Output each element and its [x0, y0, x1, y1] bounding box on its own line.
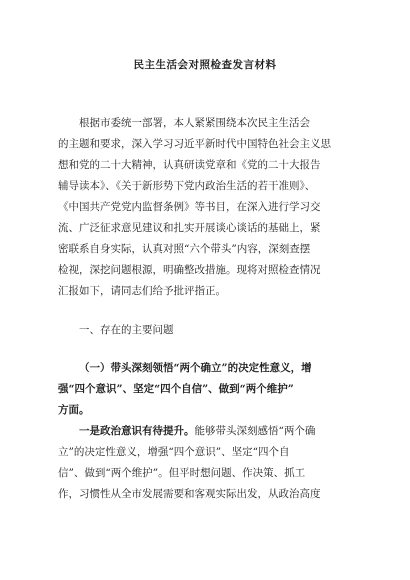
section-heading: 一、存在的主要问题 — [79, 324, 174, 336]
text-line: 想和党的二十大精神，认真研读党章和《党的二十大报告 — [58, 159, 321, 171]
point-paragraph — [58, 421, 358, 505]
text-line: 信”、做到“两个维护”。但平时想问题、作决策、抓工 — [58, 467, 306, 479]
text-line: 立”的决定性意义，增强“四个意识”、坚定“四个自 — [58, 446, 290, 458]
intro-paragraph — [58, 113, 358, 302]
text-line: 根据市委统一部署，本人紧紧围绕本次民主生活会 — [79, 117, 310, 129]
text-line: 密联系自身实际，认真对照“六个带头”内容，深刻查摆 — [58, 243, 311, 255]
text-line: 流、广泛征求意见建议和扎实开展谈心谈话的基础上，紧 — [58, 222, 321, 234]
text-line: 方面。 — [58, 404, 90, 416]
text-line: 汇报如下，请同志们给予批评指正。 — [58, 285, 226, 297]
text-line: 《中国共产党党内监督条例》等书目，在深入进行学习交 — [58, 201, 321, 213]
text-line: 强“四个意识”、坚定“四个自信”、做到“两个维护” — [58, 383, 294, 395]
text-line: （一）带头深刻领悟“两个确立”的决定性意义，增 — [79, 362, 312, 374]
text-line: 的主题和要求，深入学习习近平新时代中国特色社会主义思 — [58, 138, 331, 150]
text-line: 检视，深挖问题根源，明确整改措施。现将对照检查情况 — [58, 264, 321, 276]
point-lead: 一是政治意识有待提升。 — [79, 425, 195, 437]
subsection-heading — [58, 358, 358, 421]
text-line — [58, 421, 358, 442]
point-line-text: 能够带头深刻感悟“两个确 — [194, 425, 316, 437]
document-title: 民主生活会对照检查发言材料 — [133, 59, 277, 71]
text-line: 辅导读本》、《关于新形势下党内政治生活的若干准则》、 — [58, 180, 316, 192]
text-line: 作，习惯性从全市发展需要和客观实际出发，从政治高度 — [58, 488, 321, 500]
